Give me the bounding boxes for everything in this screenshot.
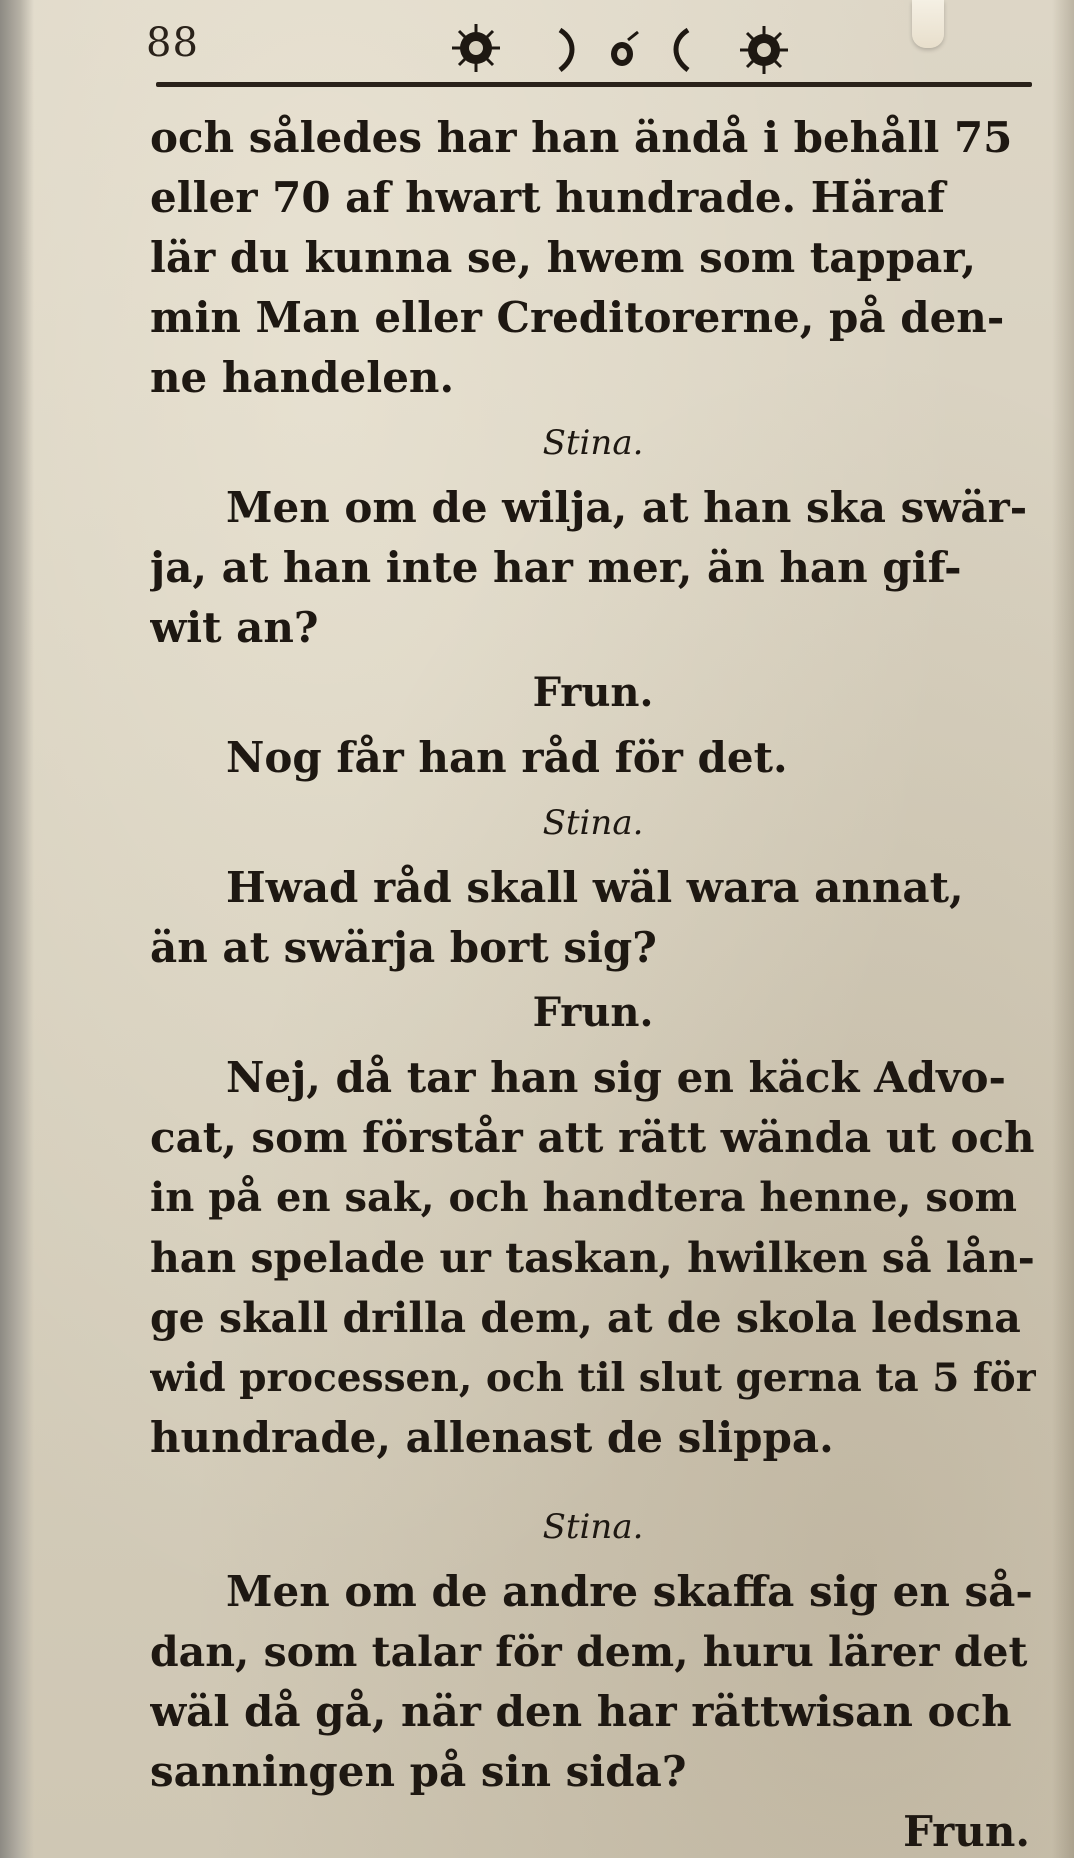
text-line: ja, at han inte har mer, än han gif-	[150, 543, 962, 592]
text-line: wäl då gå, när den har rättwisan och	[150, 1687, 1012, 1736]
paper-tab	[912, 0, 944, 48]
text-line: cat, som förstår att rätt wända ut och	[150, 1113, 1035, 1162]
text-line: hundrade, allenast de slippa.	[150, 1413, 834, 1462]
text-line: Nog får han råd för det.	[226, 733, 788, 782]
text-line: min Man eller Creditorerne, på den-	[150, 293, 1005, 342]
text-line: han spelade ur taskan, hwilken så lån-	[150, 1234, 1035, 1282]
text-line: än at swärja bort sig?	[150, 923, 657, 972]
page-number: 88	[146, 20, 199, 66]
text-line: ge skall drilla dem, at de skola ledsna	[150, 1294, 1021, 1342]
spacer	[150, 1468, 1036, 1492]
page-text	[150, 108, 1036, 1858]
text-line: dan, som talar för dem, huru lärer det	[150, 1628, 1028, 1676]
text-line: wit an?	[150, 603, 319, 652]
text-line: Nej, då tar han sig en käck Advo-	[226, 1053, 1006, 1102]
text-line: eller 70 af hwart hundrade. Häraf	[150, 173, 946, 222]
speaker-name: Stina.	[542, 1507, 644, 1547]
text-line: Hwad råd skall wäl wara annat,	[226, 863, 964, 912]
text-line: och således har han ändå i behåll 75	[150, 113, 1013, 162]
catchword: Frun.	[903, 1807, 1030, 1856]
page-edge-shadow	[1052, 0, 1074, 1858]
speaker-name: Frun.	[532, 989, 654, 1036]
printer-ornament-icon	[452, 18, 832, 88]
text-line: wid processen, och til slut gerna ta 5 för	[150, 1355, 1036, 1401]
text-line: lär du kunna se, hwem som tappar,	[150, 233, 977, 282]
speaker-name: Stina.	[542, 803, 644, 843]
text-line: sanningen på sin sida?	[150, 1747, 687, 1796]
page-gutter-shadow	[0, 0, 34, 1858]
text-line: Men om de wilja, at han ska swär-	[226, 483, 1028, 532]
speaker-name: Frun.	[532, 669, 654, 716]
text-line: in på en sak, och handtera henne, som	[150, 1174, 1017, 1221]
header-rule	[156, 82, 1032, 87]
speaker-name: Stina.	[542, 423, 644, 463]
text-line: ne handelen.	[150, 353, 455, 402]
text-line: Men om de andre skaffa sig en så-	[226, 1567, 1033, 1616]
